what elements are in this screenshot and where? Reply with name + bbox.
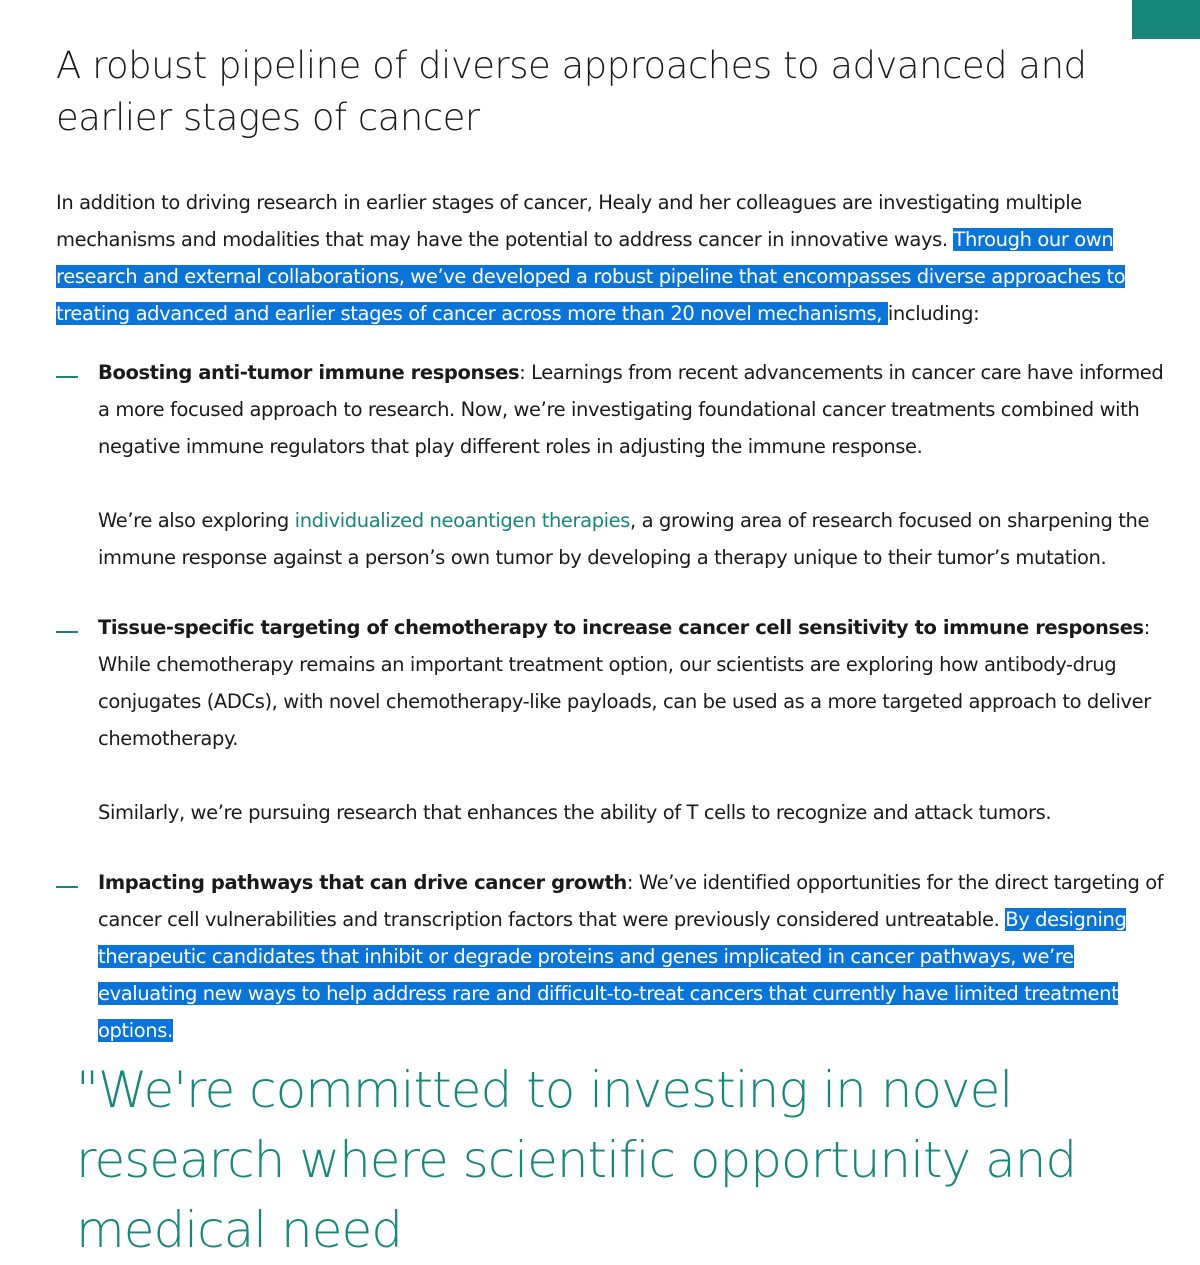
bullet-paragraph (98, 609, 1166, 757)
page-title: A robust pipeline of diverse approaches to advanced and earlier stages of cancer (56, 44, 1087, 139)
bullet-followup: Similarly, we’re pursuing research that enhances the ability of T cells to recognize and attack tumors. (98, 801, 1052, 824)
bullet-heading: Boosting anti-tumor immune responses (98, 361, 520, 384)
followup-text-end: , a growing area of research focused on sharpening the immune response against a person’s own tumor by developing a therapy unique to their tumor’s mutation. (98, 509, 1150, 569)
list-item (56, 609, 1166, 831)
followup-text: We’re also exploring (98, 509, 295, 532)
neoantigen-therapies-link[interactable]: individualized neoantigen therapies (294, 509, 631, 532)
corner-accent-tab[interactable] (1132, 0, 1200, 39)
bullet-paragraph (98, 864, 1166, 1049)
list-item (56, 864, 1166, 1049)
bullet-heading: Tissue-specific targeting of chemotherapy to increase cancer cell sensitivity to immune responses (98, 616, 1144, 639)
dash-bullet-icon (56, 376, 78, 378)
bullet-text: : While chemotherapy remains an important treatment option, our scientists are exploring how antibody-drug conjugates (ADCs), with novel chemotherapy-like payloads, can be used as a more targeted approach to deliver chemotherapy. (98, 616, 1151, 750)
bullet-followup (98, 502, 1166, 576)
pull-quote: "We're committed to investing in novel research where scientific opportunity and medical need (76, 1061, 1077, 1259)
approaches-list (56, 354, 1166, 1049)
bullet-text: : Learnings from recent advancements in cancer care have informed a more focused approach to research. Now, we’re investigating foundational cancer treatments combined with negative immune regulators that play different roles in adjusting the immune response. (98, 361, 1164, 458)
list-item (56, 354, 1166, 576)
bullet-selected-text: By designing therapeutic candidates that inhibit or degrade proteins and genes implicated in cancer pathways, we’re evaluating new ways to help address rare and difficult-to-treat cancers that currently have limited treatment options. (98, 908, 1127, 1042)
intro-text-end: including: (887, 302, 980, 325)
intro-text: In addition to driving research in earlier stages of cancer, Healy and her colleagues are investigating multiple mechanisms and modalities that may have the potential to address cancer in innovative ways. (56, 191, 1082, 251)
bullet-text: : We’ve identified opportunities for the direct targeting of cancer cell vulnerabilities and transcription factors that were previously considered untreatable. (98, 871, 1164, 931)
dash-bullet-icon (56, 631, 78, 633)
intro-selected-text: Through our own research and external collaborations, we’ve developed a robust pipeline that encompasses diverse approaches to treating advanced and earlier stages of cancer across more than 20 novel mechanisms, (56, 228, 1126, 325)
intro-paragraph (56, 184, 1156, 332)
bullet-heading: Impacting pathways that can drive cancer growth (98, 871, 627, 894)
bullet-paragraph (98, 354, 1166, 465)
dash-bullet-icon (56, 886, 78, 888)
